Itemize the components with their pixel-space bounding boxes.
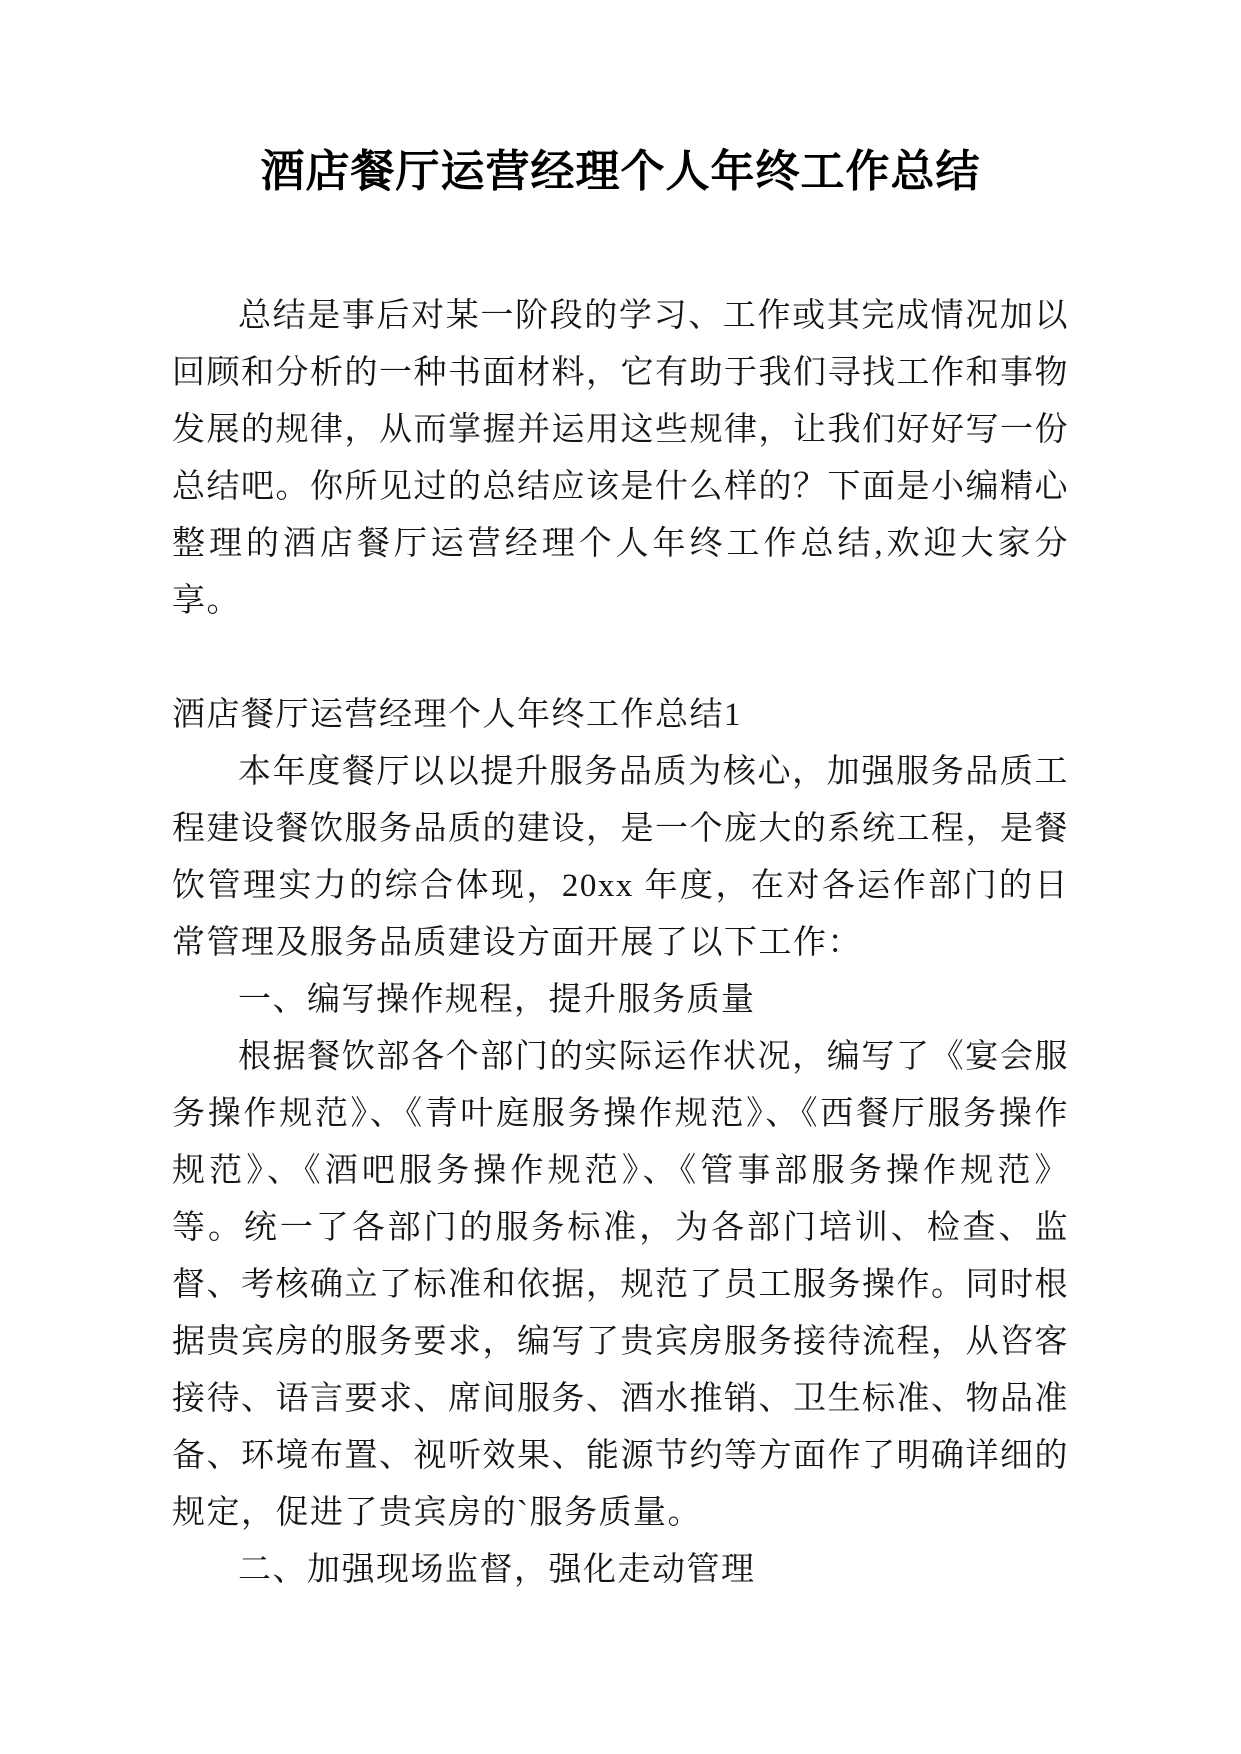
section-heading: 酒店餐厅运营经理个人年终工作总结1 [172,697,742,733]
sub-heading: 一、编写操作规程，提升服务质量 [238,982,756,1018]
document-content [172,140,1069,1599]
document-body [172,288,1069,1599]
document-title: 酒店餐厅运营经理个人年终工作总结 [260,147,981,196]
intro-paragraph: 总结是事后对某一阶段的学习、工作或其完成情况加以回顾和分析的一种书面材料，它有助于我们寻找工作和事物发展的规律，从而掌握并运用这些规律，让我们好好写一份总结吧。你所见过的总结应该是什么样的？下面是小编精心整理的酒店餐厅运营经理个人年终工作总结,欢迎大家分享。 [172,298,1069,619]
body-paragraph: 本年度餐厅以以提升服务品质为核心，加强服务品质工程建设餐饮服务品质的建设，是一个庞大的系统工程，是餐饮管理实力的综合体现，20xx 年度，在对各运作部门的日常管理及服务品质建设方面开展了以下工作： [172,754,1069,961]
sub-heading: 二、加强现场监督，强化走动管理 [238,1552,756,1588]
body-paragraph: 根据餐饮部各个部门的实际运作状况，编写了《宴会服务操作规范》、《青叶庭服务操作规范》、《西餐厅服务操作规范》、《酒吧服务操作规范》、《管事部服务操作规范》等。统一了各部门的服务标准，为各部门培训、检查、监督、考核确立了标准和依据，规范了员工服务操作。同时根据贵宾房的服务要求，编写了贵宾房服务接待流程，从咨客接待、语言要求、席间服务、酒水推销、卫生标准、物品准备、环境布置、视听效果、能源节约等方面作了明确详细的规定，促进了贵宾房的`服务质量。 [172,1039,1069,1531]
